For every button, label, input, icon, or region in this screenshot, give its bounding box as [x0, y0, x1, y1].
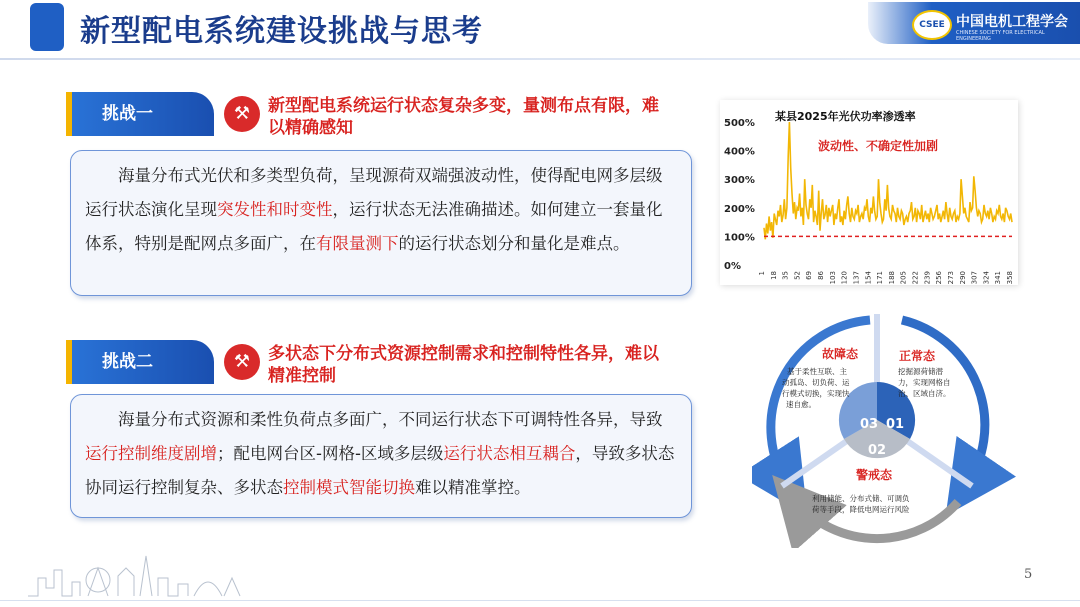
- chart-svg: [720, 100, 1018, 285]
- x-tick-label: 358: [1006, 271, 1014, 285]
- x-tick-label: 256: [935, 271, 944, 285]
- footer-line: [0, 600, 1080, 601]
- cycle-arc-right: [902, 320, 985, 486]
- logo-badge: CSEE: [912, 10, 952, 40]
- normal-number: 01: [886, 417, 905, 432]
- page-title: 新型配电系统建设挑战与思考: [80, 14, 483, 49]
- title-divider: [0, 58, 1080, 60]
- y-tick-label: 200%: [724, 203, 755, 215]
- fault-desc-line: 基于柔性互联、主: [787, 367, 847, 376]
- x-tick-label: 35: [781, 271, 790, 280]
- x-tick-label: 171: [876, 271, 885, 285]
- fault-desc-line: 行模式切换，实现快: [782, 389, 850, 398]
- title-accent: [30, 3, 64, 51]
- y-tick-label: 100%: [724, 232, 755, 244]
- x-tick-label: 69: [805, 271, 814, 280]
- normal-desc-line: 挖掘源荷储潜: [898, 367, 943, 376]
- x-tick-label: 222: [911, 271, 920, 285]
- y-tick-label: 500%: [724, 118, 755, 129]
- x-tick-label: 18: [769, 271, 778, 280]
- tools-icon: ⚒: [224, 344, 260, 380]
- x-tick-label: 103: [828, 271, 837, 285]
- x-tick-label: 188: [887, 271, 896, 285]
- tools-icon: ⚒: [224, 96, 260, 132]
- fault-desc-line: 动孤岛、切负荷、运: [782, 378, 850, 387]
- y-tick-label: 300%: [724, 175, 755, 187]
- state-cycle-diagram: [752, 308, 1036, 548]
- x-tick-label: 341: [994, 271, 1003, 285]
- fault-state-title: 故障态: [822, 347, 859, 361]
- society-logo: [868, 2, 1080, 44]
- fault-number: 03: [860, 417, 879, 432]
- y-tick-label: 400%: [724, 146, 755, 158]
- pv-penetration-chart: [720, 100, 1018, 285]
- challenge2-text-box: [70, 394, 692, 518]
- fault-desc-line: 速自愈。: [786, 400, 816, 409]
- x-tick-label: 239: [923, 271, 932, 285]
- challenge1-tag: 挑战一: [66, 92, 214, 136]
- chart-annotation: 波动性、不确定性加剧: [818, 139, 939, 153]
- x-tick-label: 290: [958, 271, 967, 285]
- challenge2-tag: 挑战二: [66, 340, 214, 384]
- x-tick-label: 137: [852, 271, 861, 285]
- alert-state-title: 警戒态: [856, 468, 893, 482]
- x-tick-label: 120: [840, 271, 849, 285]
- x-tick-label: 154: [864, 271, 873, 285]
- y-tick-label: 0%: [724, 261, 741, 272]
- page-number: 5: [1024, 567, 1033, 582]
- challenge2-paragraph: 海量分布式资源和柔性负荷点多面广，不同运行状态下可调特性各异，导致运行控制维度剧增；配电网台区-网格-区域多层级运行状态相互耦合，导致多状态协同运行控制复杂、多状态控制模式智能切换难以精准掌控。: [85, 410, 675, 497]
- x-tick-label: 1: [758, 271, 766, 276]
- challenge1-paragraph: 海量分布式光伏和多类型负荷，呈现源荷双端强波动性，使得配电网多层级运行状态演化呈现突发性和时变性，运行状态无法准确描述。如何建立一套量化体系，特别是配网点多面广，在有限量测下的运行状态划分和量化是难点。: [85, 166, 663, 253]
- city-skyline-decoration: [28, 548, 248, 598]
- x-tick-label: 205: [899, 271, 908, 285]
- challenge2-heading: 多状态下分布式资源控制需求和控制特性各异，难以 精准控制: [268, 344, 659, 386]
- normal-state-title: 正常态: [899, 349, 936, 363]
- alert-desc-line: 利用储能、分布式储、可调负: [812, 494, 910, 503]
- logo-text: 中国电机工程学会: [956, 14, 1068, 30]
- alert-number: 02: [868, 443, 887, 458]
- x-tick-label: 52: [793, 271, 802, 280]
- challenge1-text-box: [70, 150, 692, 296]
- normal-desc-line: 治、区域自济。: [898, 389, 951, 398]
- challenge1-heading: 新型配电系统运行状态复杂多变，量测布点有限，难 以精确感知: [268, 96, 659, 138]
- x-tick-label: 273: [946, 271, 955, 285]
- alert-desc-line: 荷等手段，降低电网运行风险: [812, 505, 910, 514]
- x-tick-label: 86: [817, 271, 826, 280]
- x-tick-label: 307: [970, 271, 979, 285]
- x-tick-label: 324: [982, 271, 991, 285]
- logo-english: CHINESE SOCIETY FOR ELECTRICAL ENGINEERING: [956, 30, 1045, 42]
- normal-desc-line: 力，实现网格自: [898, 378, 951, 387]
- chart-title: 某县2025年光伏功率渗透率: [775, 110, 916, 123]
